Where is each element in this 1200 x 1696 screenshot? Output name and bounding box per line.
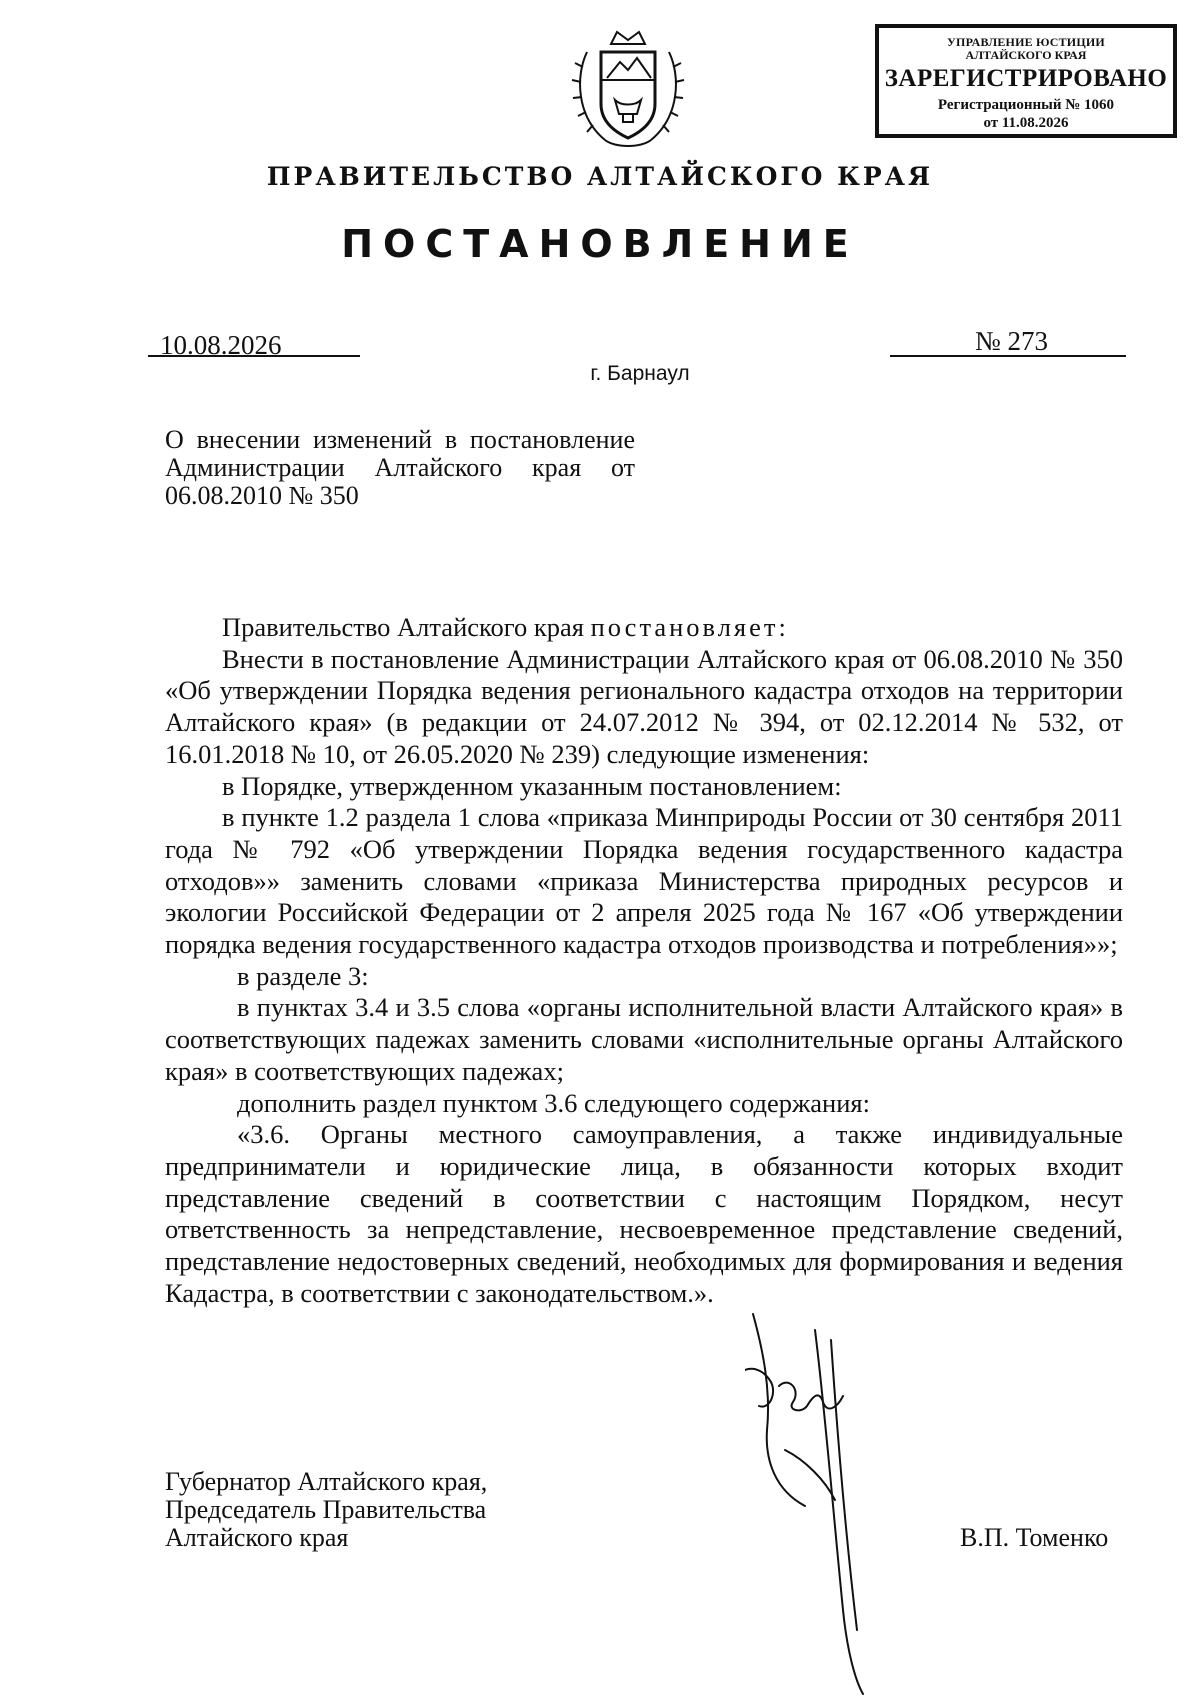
resolution-intro: Правительство Алтайского края (222, 612, 591, 642)
coat-of-arms-icon (565, 22, 691, 154)
body-paragraph: дополнить раздел пунктом 3.6 следующего содержания: (237, 1087, 870, 1118)
body-paragraph: в Порядке, утвержденном указанным постановлением: (222, 770, 842, 801)
document-date: 10.08.2026 (160, 330, 282, 360)
number-underline (890, 355, 1126, 357)
document-subject: О внесении изменений в постановление Администрации Алтайского края от 06.08.2010 № 350 (165, 425, 635, 510)
resolution-verb: постановляет: (590, 612, 789, 642)
signatory-title (165, 1468, 585, 1552)
document-body (165, 612, 1123, 1309)
body-paragraph: «3.6. Органы местного самоуправления, а также индивидуальные предприниматели и юридические лица, в обязанности которых входит представление сведений в соответствии с настоящим Порядком, несут ответственность за непредставление, несвоевременное представление сведений, представление недостоверных сведений, необходимых для формирования и ведения Кадастра, в соответствии с законодательством.». (165, 1119, 1123, 1308)
stamp-reg-number: Регистрационный № 1060 (937, 97, 1115, 113)
document-number: № 273 (975, 326, 1049, 356)
stamp-reg-date: от 11.08.2026 (983, 115, 1069, 131)
signatory-title-line: Председатель Правительства (165, 1495, 487, 1524)
handwritten-signature (745, 1310, 965, 1696)
registration-stamp (875, 24, 1177, 138)
stamp-authority-line1: УПРАВЛЕНИЕ ЮСТИЦИИ (947, 35, 1105, 49)
body-paragraph: Внести в постановление Администрации Алтайского края от 06.08.2010 № 350 «Об утверждении Порядка ведения регионального кадастра отходов на территории Алтайского края» (в редакции от 24.07.2012 № 394, от 02.12.2014 № 532, от 16.01.2018 № 10, от 26.05.2020 № 239) следующие изменения: (165, 643, 1123, 769)
body-paragraph (165, 612, 1123, 644)
signatory-title-line: Алтайского края (165, 1523, 349, 1552)
signatory-name: В.П. Томенко (960, 1523, 1109, 1552)
stamp-status: ЗАРЕГИСТРИРОВАНО (884, 65, 1168, 92)
date-underline (148, 355, 360, 357)
signatory-title-line: Губернатор Алтайского края, (165, 1467, 488, 1496)
body-paragraph: в пунктах 3.4 и 3.5 слова «органы исполнительной власти Алтайского края» в соответствующих падежах заменить словами «исполнительные органы Алтайского края» в соответствующих падежах; (165, 992, 1123, 1086)
stamp-authority-line2: АЛТАЙСКОГО КРАЯ (965, 48, 1087, 62)
government-title: ПРАВИТЕЛЬСТВО АЛТАЙСКОГО КРАЯ (266, 162, 934, 191)
document-city: г. Барнаул (590, 362, 690, 385)
document-type: ПОСТАНОВЛЕНИЕ (341, 222, 859, 266)
body-paragraph: в разделе 3: (237, 960, 369, 991)
body-paragraph: в пункте 1.2 раздела 1 слова «приказа Минприроды России от 30 сентября 2011 года № 792 «Об утверждении Порядка ведения государственного кадастра отходов»» заменить словами «приказа Министерства природных ресурсов и экологии Российской Федерации от 2 апреля 2025 года № 167 «Об утверждении порядка ведения государственного кадастра отходов производства и потребления»»; (165, 802, 1123, 960)
